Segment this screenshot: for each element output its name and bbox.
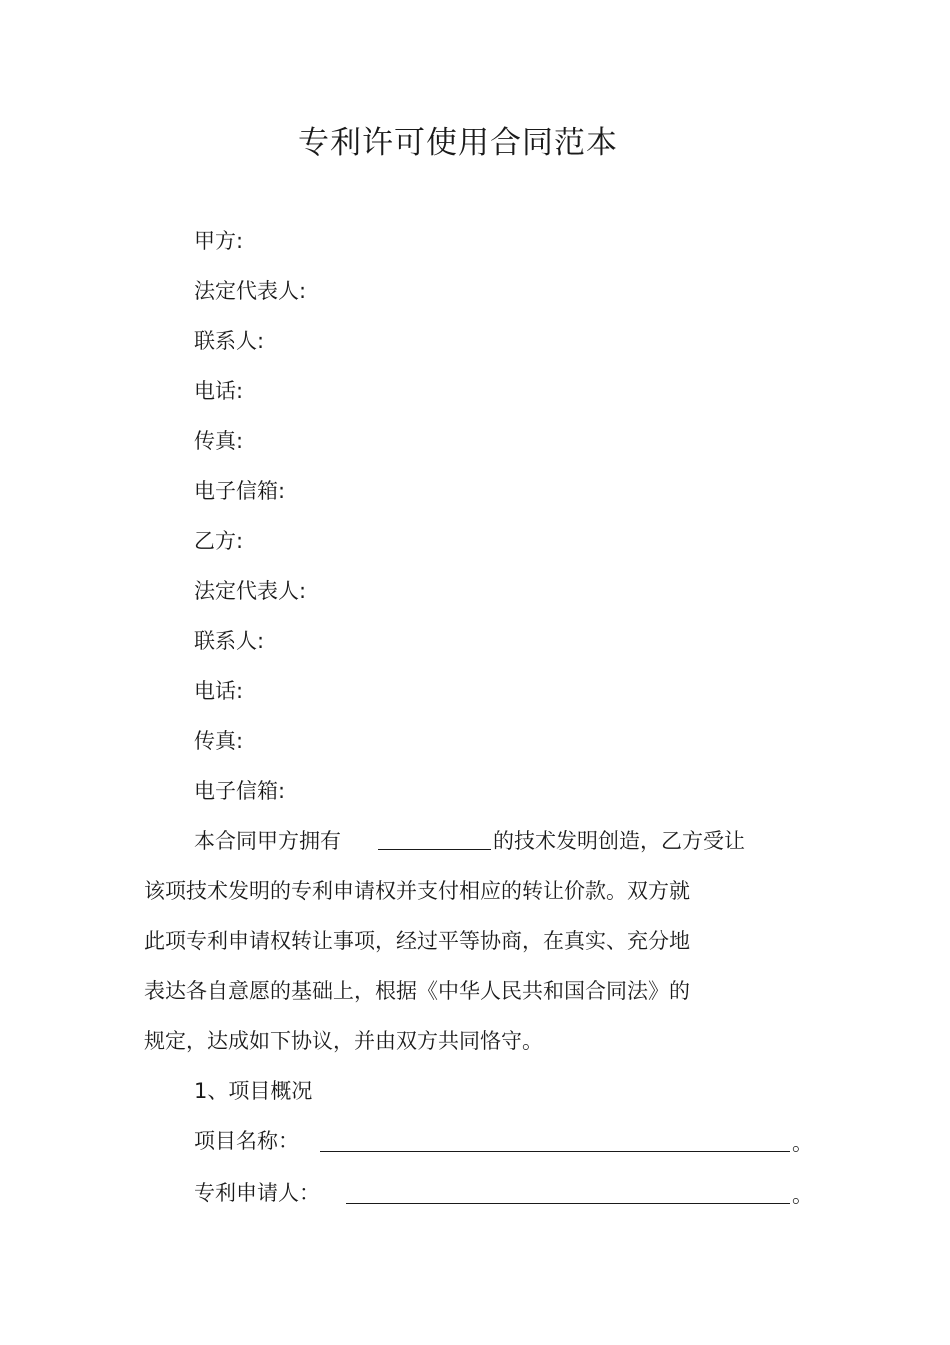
party-b-email: 电子信箱: [194,779,286,803]
intro-line-2: 该项技术发明的专利申请权并支付相应的转让价款。双方就 [144,879,690,903]
party-b-fax: 传真: [194,729,244,753]
project-name-label: 项目名称： [194,1129,299,1153]
party-a-contact: 联系人: [194,329,265,353]
party-a-fax: 传真: [194,429,244,453]
applicant-label: 专利申请人： [194,1181,320,1205]
party-b-phone: 电话: [194,679,244,703]
intro-line-5: 规定，达成如下协议，并由双方共同恪守。 [144,1029,543,1053]
party-b-label: 乙方: [194,529,244,553]
intro-line-3: 此项专利申请权转让事项，经过平等协商，在真实、充分地 [144,929,690,953]
party-b-rep: 法定代表人: [194,579,307,603]
party-a-rep: 法定代表人: [194,279,307,303]
party-a-email: 电子信箱: [194,479,286,503]
party-b-contact: 联系人: [194,629,265,653]
party-a-label: 甲方: [194,229,244,253]
page-title: 专利许可使用合同范本 [298,125,618,161]
applicant-blank [346,1181,790,1204]
section-heading: 1、项目概况 [194,1079,313,1103]
party-a-phone: 电话: [194,379,244,403]
invention-blank [378,827,491,850]
project-name-blank [320,1129,790,1152]
applicant-end: 。 [792,1183,813,1207]
intro-lead: 本合同甲方拥有 [194,829,341,853]
intro-tail: 的技术发明创造，乙方受让 [493,829,745,853]
project-name-end: 。 [792,1131,813,1155]
intro-line-4: 表达各自意愿的基础上，根据《中华人民共和国合同法》的 [144,979,690,1003]
